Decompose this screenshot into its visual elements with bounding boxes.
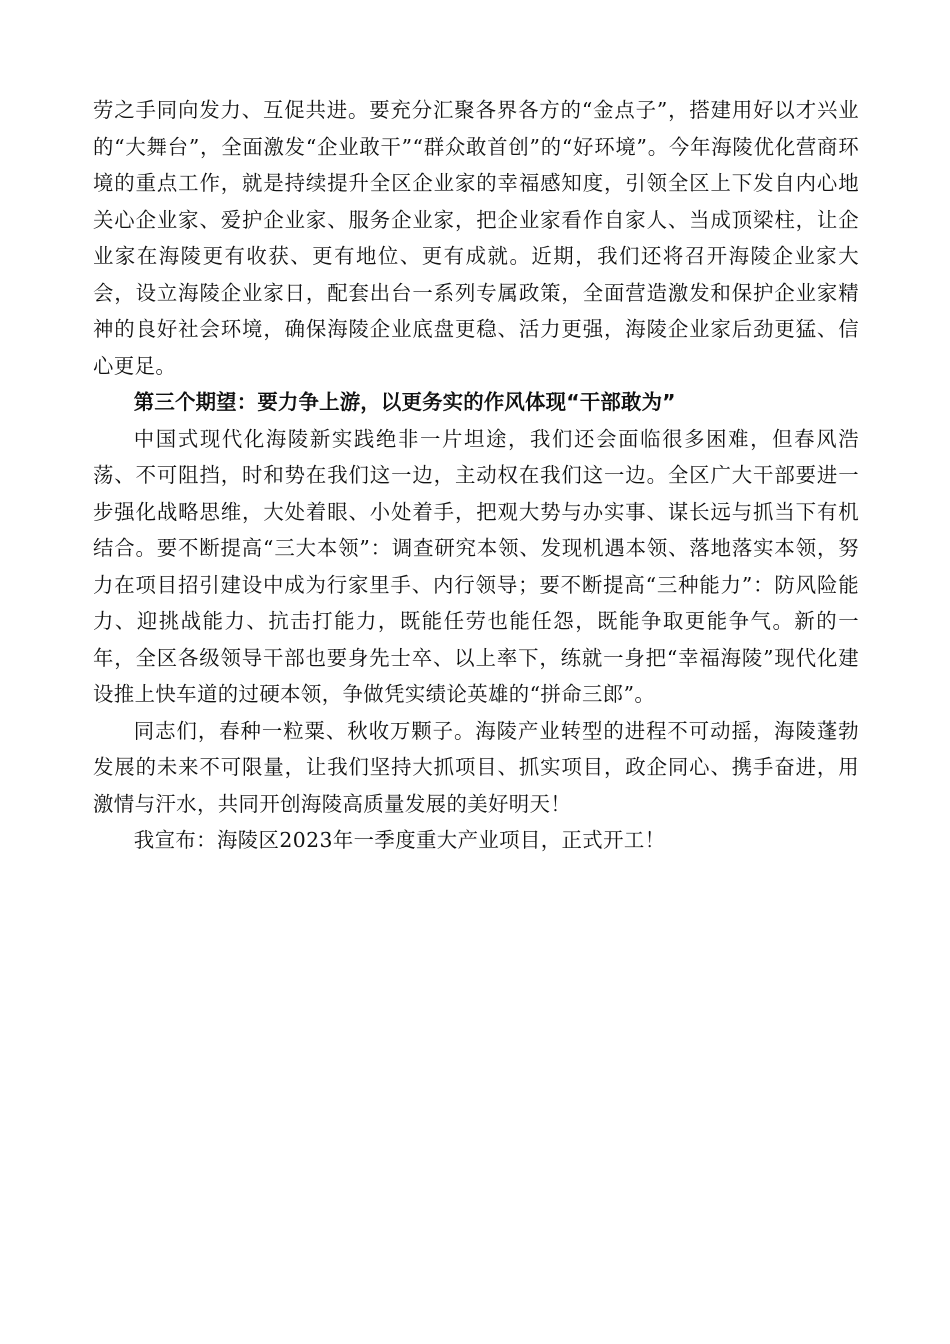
section-heading-third-expectation: 第三个期望：要力争上游，以更务实的作风体现“干部敢为” — [133, 390, 676, 414]
paragraph-comrades: 同志们，春种一粒粟、秋收万颗子。海陵产业转型的进程不可动摇，海陵蓬勃发展的未来不可限量，让我们坚持大抓项目、抓实项目，政企同心、携手奋进，用激情与汗水，共同开创海陵高质量发展的美好明天！ — [93, 718, 859, 816]
paragraph-cadres: 中国式现代化海陵新实践绝非一片坦途，我们还会面临很多困难，但春风浩荡、不可阻挡，时和势在我们这一边，主动权在我们这一边。全区广大干部要进一步强化战略思维，大处着眼、小处着手，把观大势与办实事、谋长远与抓当下有机结合。要不断提高“三大本领”：调查研究本领、发现机遇本领、落地落实本领，努力在项目招引建设中成为行家里手、内行领导；要不断提高“三种能力”：防风险能力、迎挑战能力、抗击打能力，既能任劳也能任怨，既能争取更能争气。新的一年，全区各级领导干部也要身先士卒、以上率下，练就一身把“幸福海陵”现代化建设推上快车道的过硬本领，争做凭实绩论英雄的“拼命三郎”。 — [93, 426, 859, 706]
paragraph-continued: 劳之手同向发力、互促共进。要充分汇聚各界各方的“金点子”，搭建用好以才兴业的“大舞台”，全面激发“企业敢干”“群众敢首创”的“好环境”。今年海陵优化营商环境的重点工作，就是持续提升全区企业家的幸福感知度，引领全区上下发自内心地关心企业家、爱护企业家、服务企业家，把企业家看作自家人、当成顶梁柱，让企业家在海陵更有收获、更有地位、更有成就。近期，我们还将召开海陵企业家大会，设立海陵企业家日，配套出台一系列专属政策，全面营造激发和保护企业家精神的良好社会环境，确保海陵企业底盘更稳、活力更强，海陵企业家后劲更猛、信心更足。 — [93, 98, 859, 378]
document-page — [93, 92, 859, 859]
paragraph-announcement: 我宣布：海陵区2023年一季度重大产业项目，正式开工！ — [133, 828, 666, 852]
